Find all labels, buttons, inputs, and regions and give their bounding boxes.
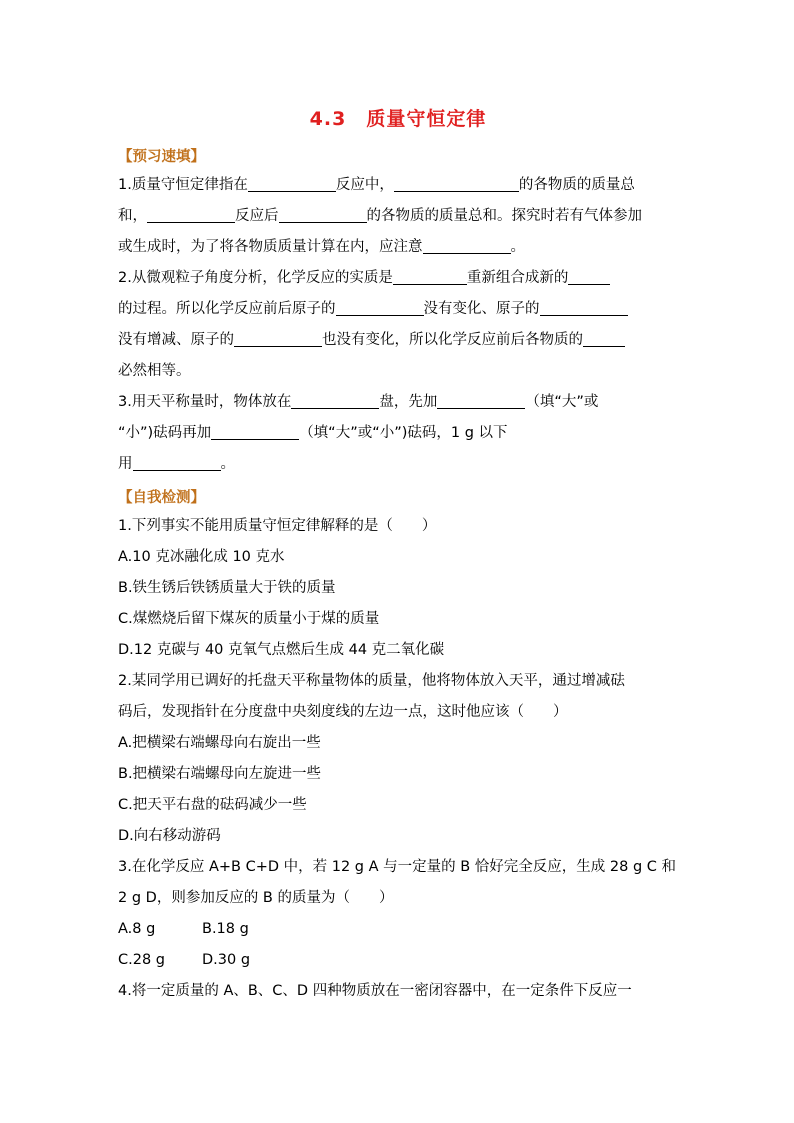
preview-q1-line2: 和， 反应后 的各物质的质量总和。探究时若有气体参加 [118, 201, 678, 232]
check-q3-stem-line1: 3.在化学反应 A+B C+D 中，若 12 g A 与一定量的 B 恰好完全反应，生成 28 g C 和 [118, 859, 677, 875]
preview-q2-line1: 2.从微观粒子角度分析，化学反应的实质是 重新组合成新的 [118, 263, 678, 294]
answer-blank[interactable] [423, 236, 511, 254]
answer-blank[interactable] [211, 422, 299, 440]
answer-blank[interactable] [393, 267, 467, 285]
check-q2-option-a[interactable]: A.把横梁右端螺母向右旋出一些 [118, 735, 321, 751]
answer-blank[interactable] [336, 298, 424, 316]
preview-q3-line3: 用 。 [118, 449, 678, 480]
check-q1-option-c[interactable]: C.煤燃烧后留下煤灰的质量小于煤的质量 [118, 611, 380, 627]
check-q2-stem-line1: 2.某同学用已调好的托盘天平称量物体的质量，他将物体放入天平，通过增减砝 [118, 673, 625, 689]
answer-blank[interactable] [279, 205, 367, 223]
answer-blank[interactable] [394, 174, 519, 192]
preview-q2-line4: 必然相等。 [118, 363, 191, 379]
preview-q1-line1: 1.质量守恒定律指在 反应中， 的各物质的质量总 [118, 170, 678, 201]
check-q2-option-b[interactable]: B.把横梁右端螺母向左旋进一些 [118, 766, 322, 782]
page-title: 4.3 质量守恒定律 [309, 108, 487, 130]
answer-blank[interactable] [147, 205, 235, 223]
check-q3-options-row2 [118, 945, 678, 976]
answer-blank[interactable] [248, 174, 336, 192]
answer-blank[interactable] [291, 391, 379, 409]
check-q3-stem-line2: 2 g D，则参加反应的 B 的质量为（ ） [118, 890, 394, 906]
check-q2-stem-line2: 码后，发现指针在分度盘中央刻度线的左边一点，这时他应该（ ） [118, 704, 568, 720]
preview-q3-line2: “小”)砝码再加 （填“大”或“小”)砝码，1 g 以下 [118, 418, 678, 449]
answer-blank[interactable] [437, 391, 525, 409]
preview-q3-line1: 3.用天平称量时，物体放在 盘，先加 （填“大”或 [118, 387, 678, 418]
answer-blank[interactable] [568, 267, 610, 285]
check-q2-option-c[interactable]: C.把天平右盘的砝码减少一些 [118, 797, 307, 813]
check-q2-option-d[interactable]: D.向右移动游码 [118, 828, 221, 844]
check-q1-option-d[interactable]: D.12 克碳与 40 克氧气点燃后生成 44 克二氧化碳 [118, 642, 445, 658]
answer-blank[interactable] [133, 453, 221, 471]
document-page [118, 100, 678, 1007]
preview-q2-line3: 没有增减、原子的 也没有变化，所以化学反应前后各物质的 [118, 325, 678, 356]
check-q3-options-row1 [118, 914, 678, 945]
check-q1-stem: 1.下列事实不能用质量守恒定律解释的是（ ） [118, 518, 437, 534]
check-q3-option-a[interactable]: A.8 g [118, 921, 156, 937]
check-q3-option-b[interactable]: B.18 g [202, 921, 249, 937]
section-heading-preview: 【预习速填】 [118, 149, 205, 165]
check-q4-stem-line1: 4.将一定质量的 A、B、C、D 四种物质放在一密闭容器中，在一定条件下反应一 [118, 983, 632, 999]
check-q3-option-c[interactable]: C.28 g [118, 952, 165, 968]
answer-blank[interactable] [540, 298, 628, 316]
check-q3-option-d[interactable]: D.30 g [202, 952, 251, 968]
check-q1-option-b[interactable]: B.铁生锈后铁锈质量大于铁的质量 [118, 580, 336, 596]
preview-q1-line3: 或生成时，为了将各物质质量计算在内，应注意 。 [118, 232, 678, 263]
check-q1-option-a[interactable]: A.10 克冰融化成 10 克水 [118, 549, 285, 565]
answer-blank[interactable] [583, 329, 625, 347]
preview-q2-line2: 的过程。所以化学反应前后原子的 没有变化、原子的 [118, 294, 678, 325]
section-heading-self-check: 【自我检测】 [118, 490, 205, 506]
answer-blank[interactable] [234, 329, 322, 347]
